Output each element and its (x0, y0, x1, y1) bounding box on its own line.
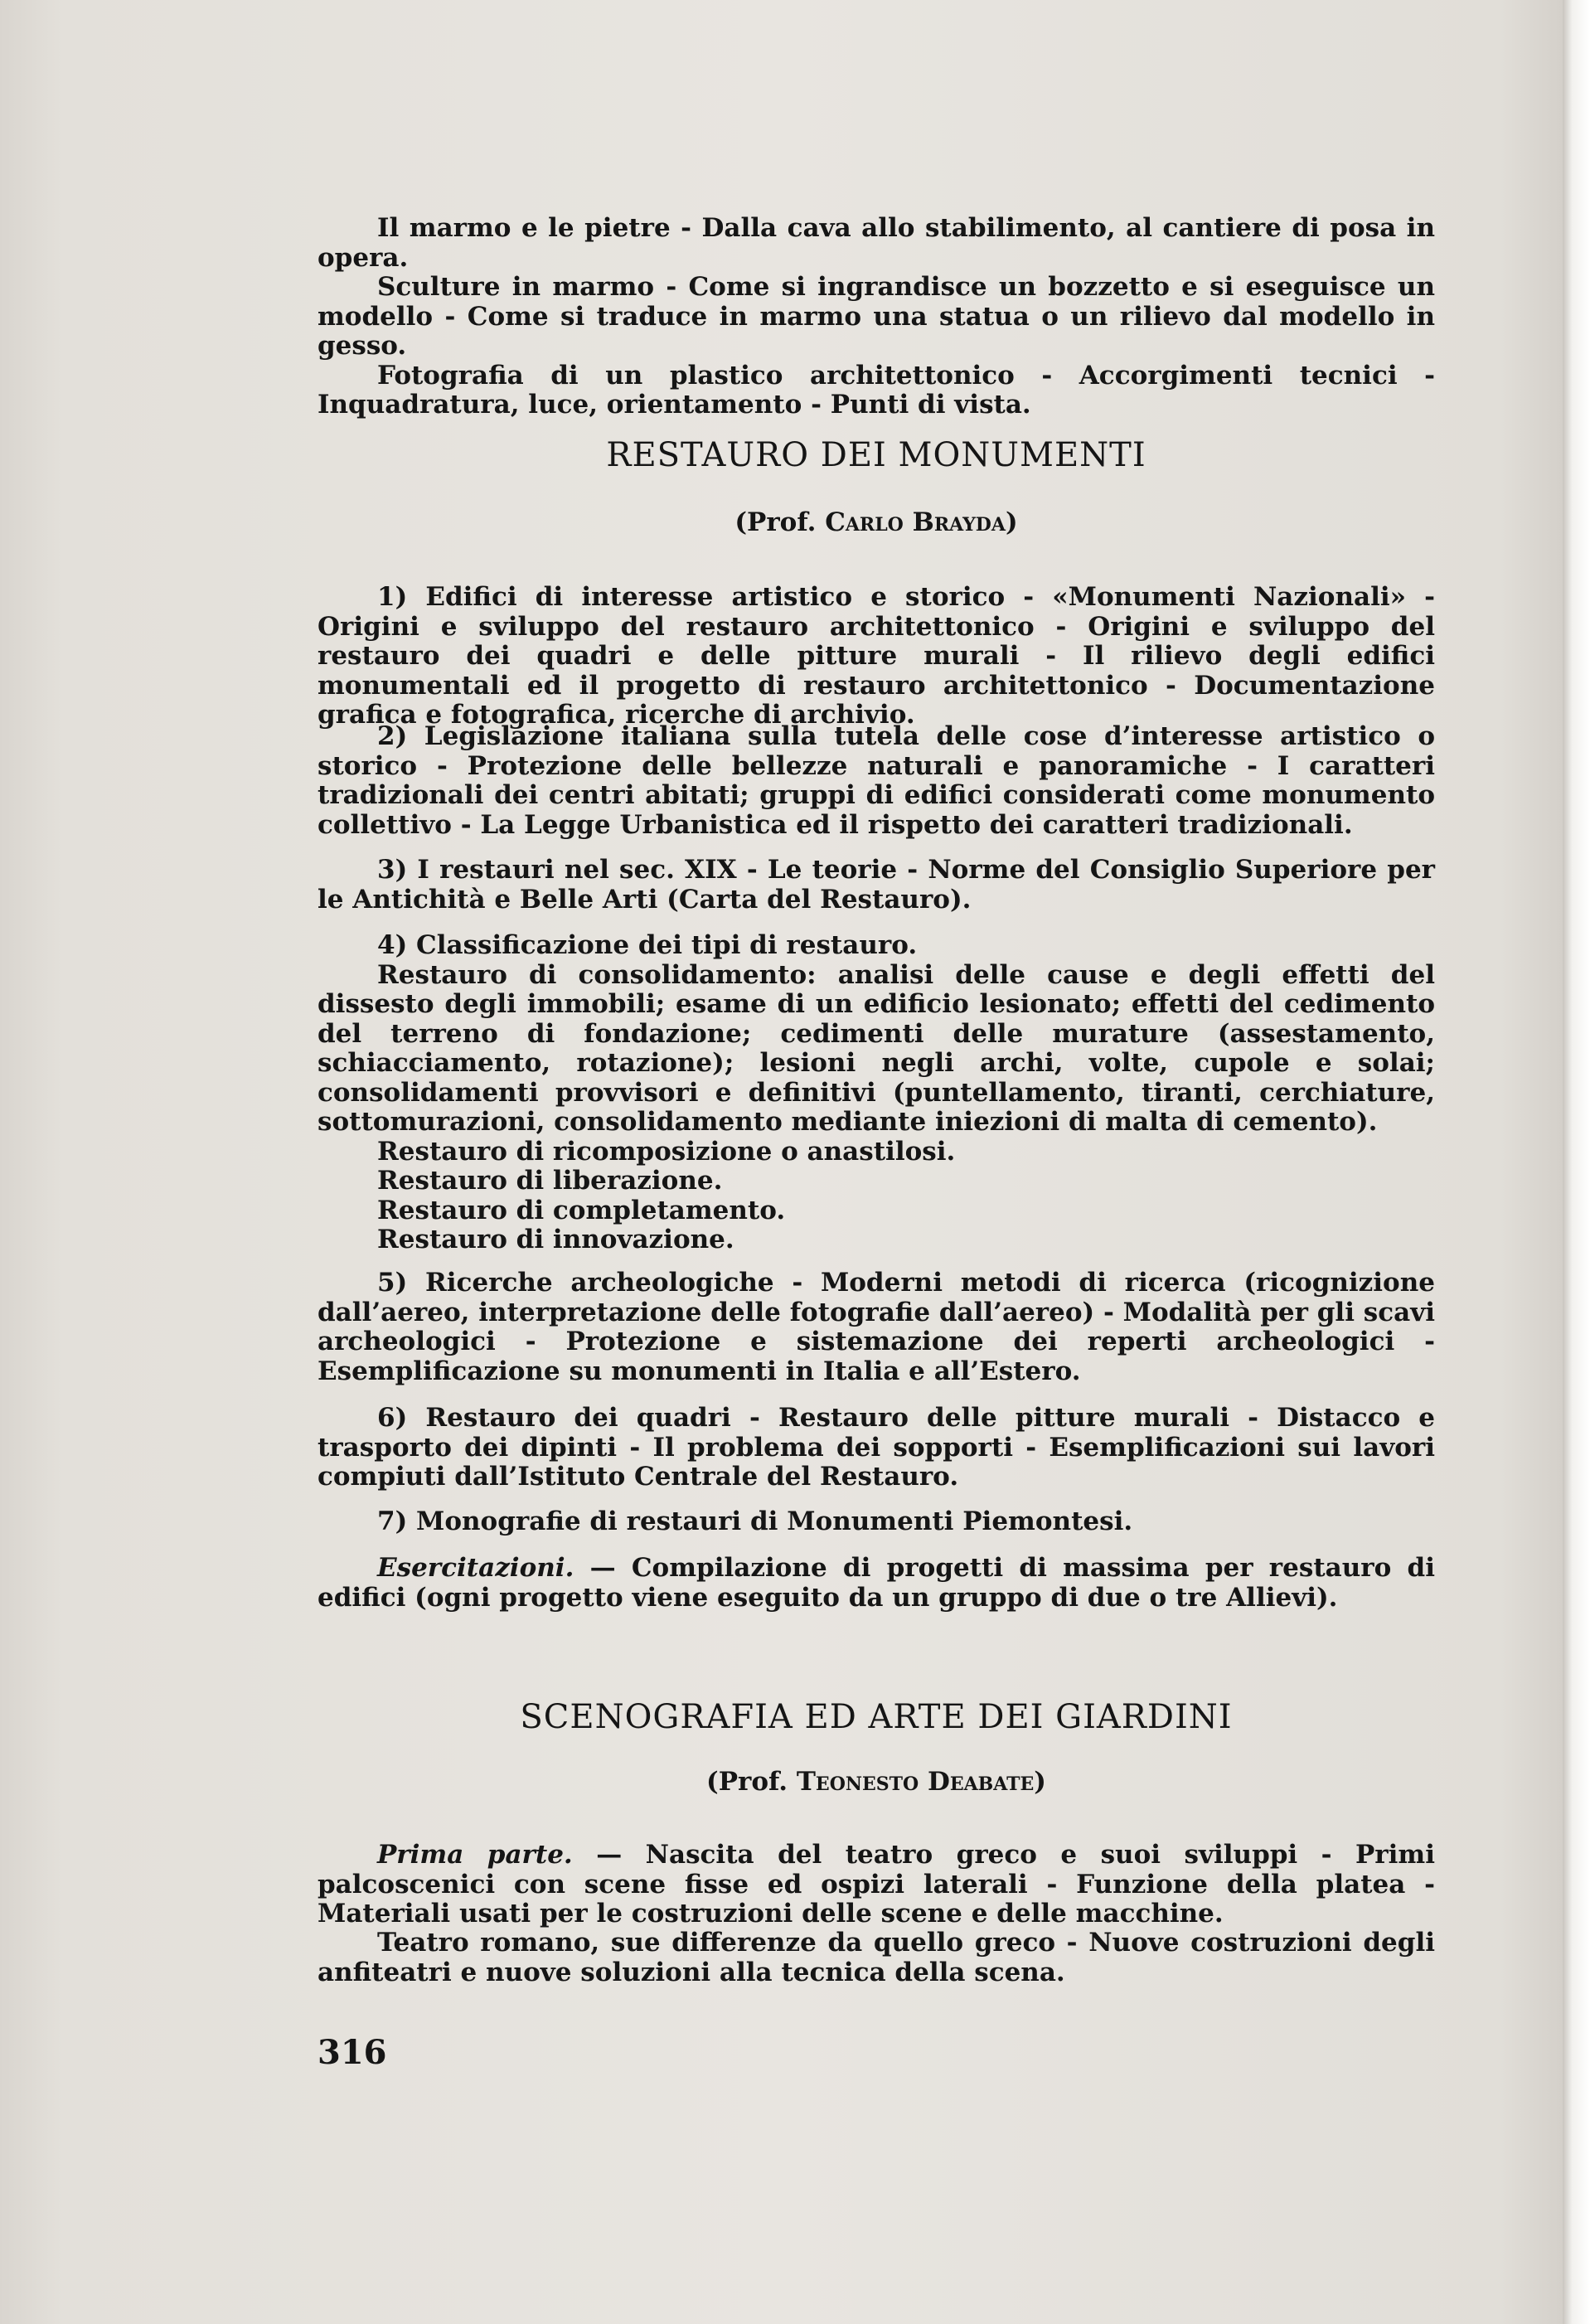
prima-parte (318, 1841, 1435, 1929)
intro-line: Sculture in marmo - Come si ingrandisce un bozzetto e si eseguisce un modello - Come si traduce in marmo una statua o un rilievo dal modello in gesso. (318, 272, 1435, 361)
prof-suffix: ) (1005, 507, 1018, 537)
paragraph-4-title: 4) Classificazione dei tipi di restauro. (377, 930, 918, 960)
restauro-type-item: Restauro di innovazione. (377, 1225, 734, 1254)
paragraph-6: 6) Restauro dei quadri - Restauro delle pitture murali - Distacco e trasporto dei dipinti - Il problema dei sopporti - Esemplificazioni sui lavori compiuti dall’Istituto Centrale del Restauro. (318, 1403, 1435, 1492)
prof-name: Teonesto Deabate (796, 1767, 1035, 1797)
prof-name: Carlo Brayda (825, 507, 1006, 537)
section-title-restauro: RESTAURO DEI MONUMENTI (606, 436, 1146, 474)
professor-restauro (318, 508, 1435, 538)
prima-parte-text: — Nascita del teatro greco e suoi sviluppi - Primi palcoscenici con scene fisse ed ospizi laterali - Funzione della platea - Materiali usati per le costruzioni delle scene e delle macchine. (318, 1840, 1435, 1929)
restauro-type-item: Restauro di liberazione. (377, 1166, 723, 1196)
esercitazioni-label: Esercitazioni. (377, 1553, 574, 1583)
restauro-type-item: Restauro di completamento. (377, 1195, 786, 1225)
intro-section (318, 214, 1435, 420)
intro-line: Fotografia di un plastico architettonico - Accorgimenti tecnici - Inquadratura, luce, orientamento - Punti di vista. (318, 360, 1435, 420)
paragraph-2: 2) Legislazione italiana sulla tutela delle cose d’interesse artistico o storico - Protezione delle bellezze naturali e panoramiche - I caratteri tradizionali dei centri abitati; gruppi di edifici considerati come monumento collettivo - La Legge Urbanistica ed il rispetto dei caratteri tradizionali. (318, 721, 1435, 840)
paragraph-3: 3) I restauri nel sec. XIX - Le teorie - Norme del Consiglio Superiore per le Antichità e Belle Arti (Carta del Restauro). (318, 855, 1435, 915)
restauro-type-item: Restauro di ricomposizione o anastilosi. (377, 1136, 956, 1167)
page-edge (1563, 0, 1590, 2324)
paragraph-4 (318, 931, 1435, 1255)
paragraph-1: 1) Edifici di interesse artistico e storico - «Monumenti Nazionali» - Origini e sviluppo del restauro architettonico - Origini e sviluppo del restauro dei quadri e delle pitture murali - Il rilievo degli edifici monumentali ed il progetto di restauro architettonico - Documentazione grafica e fotografica, ricerche di archivio. (318, 582, 1435, 730)
paragraph-5: 5) Ricerche archeologiche - Moderni metodi di ricerca (ricognizione dall’aereo, interpretazione delle fotografie dall’aereo) - Modalità per gli scavi archeologici - Protezione e sistemazione dei reperti archeologici - Esemplificazione su monumenti in Italia e all’Estero. (318, 1268, 1435, 1386)
esercitazioni-text: — Compilazione di progetti di massima per restauro di edifici (ogni progetto viene eseguito da un gruppo di due o tre Allievi). (318, 1553, 1435, 1613)
professor-scenografia (318, 1768, 1435, 1798)
teatro-romano: Teatro romano, sue differenze da quello greco - Nuove costruzioni degli anfiteatri e nuove soluzioni alla tecnica della scena. (318, 1928, 1435, 1987)
prima-parte-label: Prima parte. (377, 1840, 573, 1870)
prof-prefix: (Prof. (706, 1767, 788, 1797)
paragraph-7: 7) Monografie di restauri di Monumenti Piemontesi. (377, 1506, 1133, 1536)
prof-suffix: ) (1034, 1767, 1046, 1797)
esercitazioni (318, 1554, 1435, 1613)
page-number: 316 (318, 2033, 387, 2072)
section-title-scenografia: SCENOGRAFIA ED ARTE DEI GIARDINI (520, 1698, 1233, 1736)
prof-prefix: (Prof. (734, 507, 817, 537)
paragraph-4-body: Restauro di consolidamento: analisi delle cause e degli effetti del dissesto degli immobili; esame di un edificio lesionato; effetti del cedimento del terreno di fondazione; cedimenti delle murature (assestamento, schiacciamento, rotazione); lesioni negli archi, volte, cupole e solai; consolidamenti provvisori e definitivi (puntellamento, tiranti, cerchiature, sottomurazioni, consolidamento mediante iniezioni di malta di cemento). (318, 959, 1435, 1137)
intro-line: Il marmo e le pietre - Dalla cava allo stabilimento, al cantiere di posa in opera. (318, 213, 1435, 273)
